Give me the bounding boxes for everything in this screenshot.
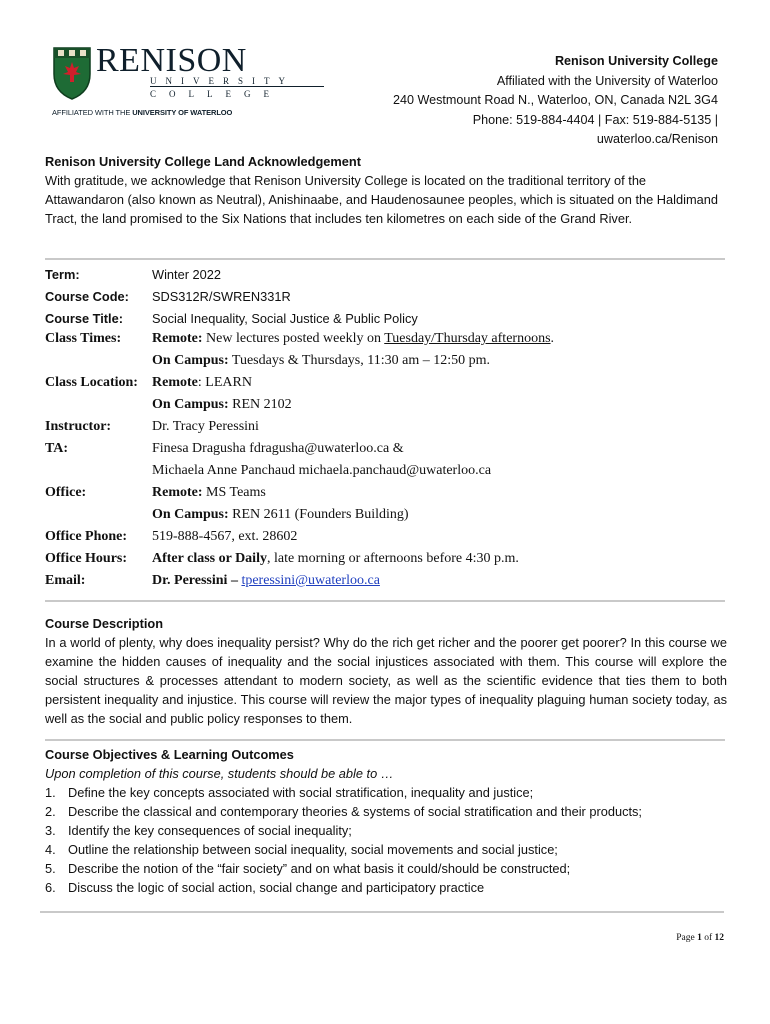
term-value: Winter 2022 [152,267,221,282]
location-campus-text: REN 2102 [228,397,292,412]
address-line-1: Affiliated with the University of Waterloo [496,73,718,88]
page-total: 12 [714,933,724,943]
address-line-2: 240 Westmount Road N., Waterloo, ON, Canada N2L 3G4 [392,93,718,107]
objective-number: 1. [45,785,56,800]
office-phone-label: Office Phone: [45,529,128,544]
course-info [45,265,725,595]
address-line-3: Phone: 519-884-4404 | Fax: 519-884-5135 | [472,112,718,127]
class-times-label: Class Times: [45,331,122,346]
objective-number: 6. [45,880,56,895]
office-label: Office: [45,485,87,500]
college-name: Renison University College [554,54,718,68]
ta-row [45,441,725,463]
class-times-campus-row [45,353,725,375]
office-campus [152,507,409,523]
location-remote-label: Remote [152,375,198,390]
class-location-row [45,375,725,397]
instructor-row [45,419,725,441]
course-title-label: Course Title: [45,311,123,326]
objective-text: Discuss the logic of social action, social change and participatory practice [68,880,485,895]
objective-text: Define the key concepts associated with social stratification, inequality and justice; [68,785,534,800]
remote-days: Tuesday/Thursday afternoons [384,331,551,346]
office-phone-value: 519-888-4567, ext. 28602 [152,529,298,544]
hours-text: , late morning or afternoons before 4:30 p.m. [266,551,519,566]
course-objectives [45,745,727,897]
office-remote-label: Remote: [152,485,203,500]
objective-number: 4. [45,842,56,857]
objectives-title: Course Objectives & Learning Outcomes [45,747,294,762]
ta-value-2: Michaela Anne Panchaud michaela.panchaud@uwaterloo.ca [152,463,492,478]
email-value [152,573,380,589]
email-name: Dr. Peressini – [152,573,242,588]
ta-label: TA: [45,441,69,456]
office-campus-text: REN 2611 (Founders Building) [228,507,409,522]
office-hours-label: Office Hours: [45,551,128,566]
page-current: 1 [697,933,702,943]
renison-logo [52,42,294,122]
divider [40,911,724,913]
remote-label: Remote: [152,331,203,346]
land-title: Renison University College Land Acknowledgement [45,154,361,169]
location-remote-text: : LEARN [197,375,252,390]
office-campus-label: On Campus: [152,507,229,522]
page-of: of [701,933,715,943]
divider [45,600,725,602]
crest-icon [52,44,92,100]
email-row [45,573,725,595]
objective-text: Identify the key consequences of social inequality; [68,823,352,838]
objective-item [45,802,727,821]
term-row [45,265,725,287]
land-text: With gratitude, we acknowledge that Renison University College is located on the traditional territory of the Attawandaron (also known as Neutral), Anishinaabe, and Haudenosaunee peoples, which is situated on the Haldimand Tract, the land promised to the Six Nations that includes ten kilometres on each side of the Grand River. [45,173,718,226]
objective-text: Outline the relationship between social inequality, social movements and social justice; [68,842,558,857]
office-remote-text: MS Teams [202,485,266,500]
office-hours-row [45,551,725,573]
land-acknowledgement [45,152,721,228]
objective-text: Describe the classical and contemporary theories & systems of social stratification and their products; [68,804,642,819]
objective-item [45,859,727,878]
objective-number: 2. [45,804,56,819]
page-prefix: Page [676,933,698,943]
campus-text: Tuesdays & Thursdays, 11:30 am – 12:50 pm. [228,353,490,368]
page-number [676,933,724,943]
description-title: Course Description [45,616,164,631]
affiliation-prefix: AFFILIATED WITH THE [52,108,133,117]
course-code-label: Course Code: [45,289,129,304]
objective-item [45,783,727,802]
class-times-remote [152,331,554,347]
class-location-campus [152,397,292,413]
course-description [45,614,727,728]
description-text: In a world of plenty, why does inequality persist? Why do the rich get richer and the poorer get poorer? In this course we examine the hidden causes of inequality and the social injustices associated with them. This course will explore the social structures & processes attendant to modern society, as well as the scientific evidence that ties them to both persistent inequality and injustice. This course will review the major types of inequality plaguing human society today, as well as the social and public policy responses to them. [45,635,727,726]
logo-university: UNIVERSITY [150,76,294,86]
affiliation-bold: UNIVERSITY OF WATERLOO [132,108,233,117]
class-location-label: Class Location: [45,375,138,390]
address-block [393,52,718,150]
term-label: Term: [45,267,80,282]
campus-label: On Campus: [152,353,229,368]
email-label: Email: [45,573,86,588]
objective-text: Describe the notion of the “fair society” and on what basis it could/should be constructed; [68,861,571,876]
office-campus-row [45,507,725,529]
email-link[interactable]: tperessini@uwaterloo.ca [241,573,380,588]
logo-wordmark: RENISON [96,42,247,79]
logo-college: COLLEGE [150,89,282,99]
objectives-intro: Upon completion of this course, students should be able to … [45,766,394,781]
objective-number: 3. [45,823,56,838]
objective-item [45,840,727,859]
ta-row-2 [45,463,725,485]
office-row [45,485,725,507]
class-times-campus [152,353,490,369]
course-code-row [45,287,725,309]
course-title-value: Social Inequality, Social Justice & Public Policy [152,311,418,326]
objective-number: 5. [45,861,56,876]
remote-end: . [550,331,555,346]
class-times-row [45,331,725,353]
objective-item [45,821,727,840]
divider [45,258,725,260]
objective-item [45,878,727,897]
objectives-list [45,783,727,897]
class-location-remote [152,375,252,391]
class-location-campus-row [45,397,725,419]
address-line-4: uwaterloo.ca/Renison [596,132,718,146]
course-code-value: SDS312R/SWREN331R [152,289,291,304]
course-title-row [45,309,725,331]
ta-value-1: Finesa Dragusha fdragusha@uwaterloo.ca & [152,441,404,456]
office-phone-row [45,529,725,551]
divider [45,739,725,741]
instructor-label: Instructor: [45,419,112,434]
office-remote [152,485,266,501]
office-hours-value [152,551,519,567]
hours-bold: After class or Daily [152,551,267,566]
instructor-value: Dr. Tracy Peressini [152,419,259,434]
remote-text: New lectures posted weekly on [202,331,385,346]
location-campus-label: On Campus: [152,397,229,412]
logo-rule [150,86,324,87]
logo-affiliation [52,108,232,117]
